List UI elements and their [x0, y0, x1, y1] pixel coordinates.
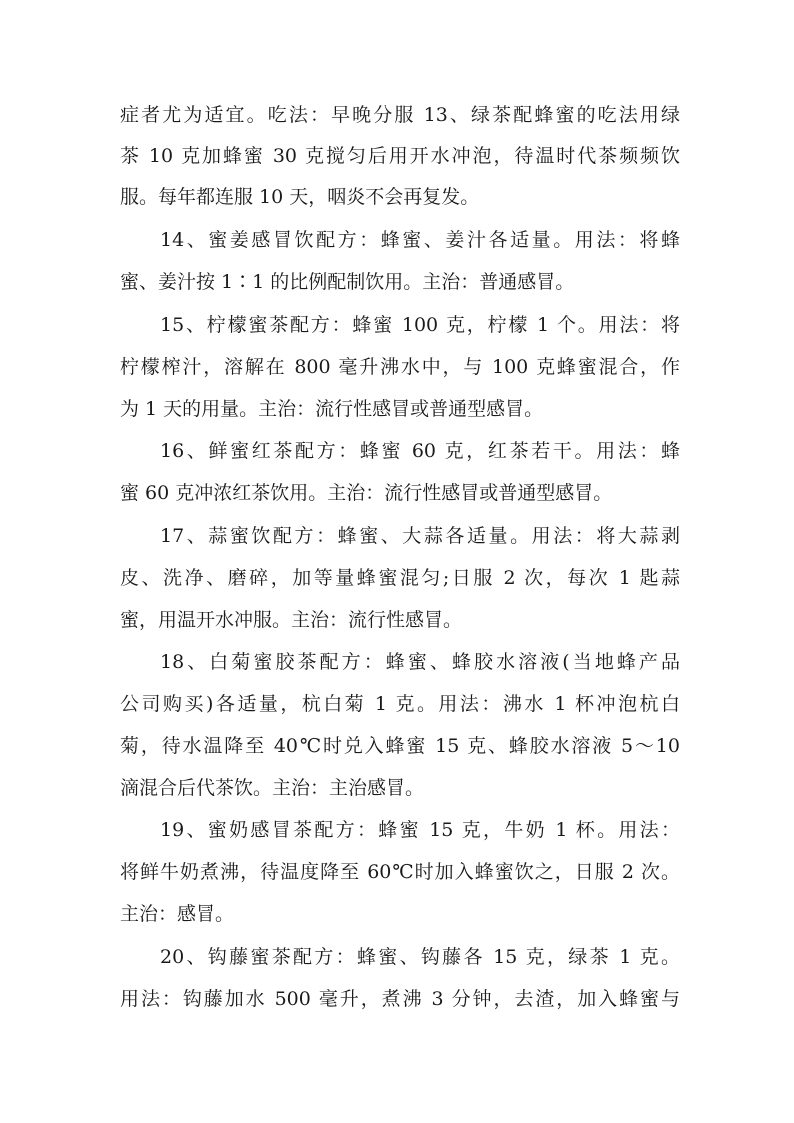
- text-line: 主治：感冒。: [120, 903, 235, 925]
- text-line: 20、钩藤蜜茶配方：蜂蜜、钩藤各 15 克，绿茶 1 克。: [160, 946, 680, 968]
- text-line: 17、蒜蜜饮配方：蜂蜜、大蒜各适量。用法：将大蒜剥: [160, 525, 680, 547]
- text-line: 19、蜜奶感冒茶配方：蜂蜜 15 克，牛奶 1 杯。用法：: [160, 819, 680, 841]
- text-line: 皮、洗净、磨碎，加等量蜂蜜混匀;日服 2 次，每次 1 匙蒜: [120, 567, 680, 589]
- text-line: 症者尤为适宜。吃法：早晚分服 13、绿茶配蜂蜜的吃法用绿: [120, 104, 680, 126]
- text-line: 14、蜜姜感冒饮配方：蜂蜜、姜汁各适量。用法：将蜂: [160, 229, 680, 251]
- text-line: 蜜 60 克冲浓红茶饮用。主治：流行性感冒或普通型感冒。: [120, 482, 613, 504]
- text-line: 蜜、姜汁按 1∶1 的比例配制饮用。主治：普通感冒。: [120, 271, 575, 293]
- text-line: 用法：钩藤加水 500 毫升，煮沸 3 分钟，去渣，加入蜂蜜与: [120, 988, 680, 1010]
- text-line: 18、白菊蜜胶茶配方：蜂蜜、蜂胶水溶液(当地蜂产品: [160, 651, 680, 673]
- text-line: 滴混合后代茶饮。主治：主治感冒。: [120, 777, 425, 799]
- text-line: 将鲜牛奶煮沸，待温度降至 60℃时加入蜂蜜饮之，日服 2 次。: [120, 861, 680, 883]
- text-line: 柠檬榨汁，溶解在 800 毫升沸水中，与 100 克蜂蜜混合，作: [120, 356, 680, 378]
- text-line: 服。每年都连服 10 天，咽炎不会再复发。: [120, 186, 480, 208]
- text-line: 15、柠檬蜜茶配方：蜂蜜 100 克，柠檬 1 个。用法：将: [160, 314, 680, 336]
- text-line: 菊，待水温降至 40℃时兑入蜂蜜 15 克、蜂胶水溶液 5～10: [120, 735, 680, 757]
- text-line: 公司购买)各适量，杭白菊 1 克。用法：沸水 1 杯冲泡杭白: [120, 693, 680, 715]
- text-line: 16、鲜蜜红茶配方：蜂蜜 60 克，红茶若干。用法：蜂: [160, 440, 680, 462]
- text-line: 为 1 天的用量。主治：流行性感冒或普通型感冒。: [120, 398, 544, 420]
- text-line: 蜜，用温开水冲服。主治：流行性感冒。: [120, 609, 463, 631]
- text-line: 茶 10 克加蜂蜜 30 克搅匀后用开水冲泡，待温时代茶频频饮: [120, 145, 680, 167]
